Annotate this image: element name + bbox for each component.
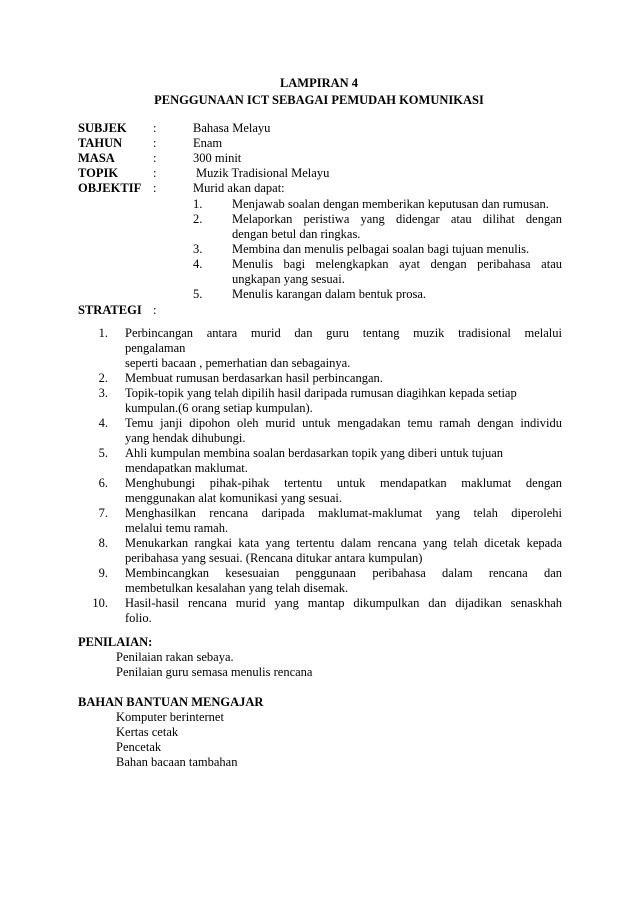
strategi-number: 4. (98, 416, 108, 430)
bahan-item: Bahan bacaan tambahan (116, 755, 238, 769)
strategi-number: 1. (98, 326, 108, 340)
strategi-number: 9. (98, 566, 108, 580)
strategi-text: Menghubungi pihak-pihak tertentu untuk mendapatkan maklumat dengan (125, 476, 562, 490)
strategi-number: 2. (98, 371, 108, 385)
strategi-text-cont: membetulkan kesalahan yang telah disemak. (125, 581, 349, 595)
strategi-text-cont: peribahasa yang sesuai. (Rencana ditukar antara kumpulan) (125, 551, 423, 565)
strategi-text-cont: kumpulan.(6 orang setiap kumpulan). (125, 401, 313, 415)
meta-value-subjek: Bahasa Melayu (193, 121, 271, 135)
meta-label-subjek: SUBJEK (78, 121, 127, 135)
strategi-text: Membuat rumusan berdasarkan hasil perbincangan. (125, 371, 383, 385)
bahan-item: Kertas cetak (116, 725, 179, 739)
objective-text: Menulis bagi melengkapkan ayat dengan peribahasa atau (232, 257, 562, 271)
penilaian-item: Penilaian guru semasa menulis rencana (116, 665, 313, 679)
strategi-text: Membincangkan kesesuaian penggunaan peribahasa dalam rencana dan (125, 566, 562, 580)
objective-text-cont: ungkapan yang sesuai. (232, 272, 345, 286)
meta-value-objektif: Murid akan dapat: (193, 181, 285, 195)
strategi-text-cont: pengalaman (125, 341, 186, 355)
strategi-text: Topik-topik yang telah dipilih hasil daripada rumusan diagihkan kepada setiap (125, 386, 517, 400)
meta-label-tahun: TAHUN (78, 136, 123, 150)
objective-text: Membina dan menulis pelbagai soalan bagi tujuan menulis. (232, 242, 530, 256)
strategi-text-cont: mendapatkan maklumat. (125, 461, 248, 475)
objective-number: 3. (193, 242, 203, 256)
strategi-number: 8. (98, 536, 108, 550)
objective-text: Melaporkan peristiwa yang didengar atau dilihat dengan (232, 212, 562, 226)
penilaian-item: Penilaian rakan sebaya. (116, 650, 234, 664)
strategi-label: STRATEGI (78, 303, 142, 317)
objective-number: 2. (193, 212, 203, 226)
objective-number: 4. (193, 257, 203, 271)
bahan-heading: BAHAN BANTUAN MENGAJAR (78, 695, 264, 709)
meta-label-objektif: OBJEKTIF (78, 181, 142, 195)
objective-number: 5. (193, 287, 203, 301)
strategi-text-cont: melalui temu ramah. (125, 521, 229, 535)
strategi-text-cont: seperti bacaan , pemerhatian dan sebagainya. (125, 356, 351, 370)
strategi-number: 5. (98, 446, 108, 460)
penilaian-heading: PENILAIAN: (78, 635, 153, 649)
strategi-text-cont: yang hendak dihubungi. (125, 431, 246, 445)
bahan-item: Komputer berinternet (116, 710, 224, 724)
meta-colon: : (153, 121, 157, 135)
doc-heading-title: PENGGUNAAN ICT SEBAGAI PEMUDAH KOMUNIKASI (154, 93, 484, 107)
bahan-item: Pencetak (116, 740, 162, 754)
strategi-text-cont: menggunakan alat komunikasi yang sesuai. (125, 491, 342, 505)
meta-label-topik: TOPIK (78, 166, 119, 180)
objective-number: 1. (193, 197, 203, 211)
strategi-text: Perbincangan antara murid dan guru tentang muzik tradisional melalui (125, 326, 562, 340)
meta-value-masa: 300 minit (193, 151, 242, 165)
strategi-text: Menukarkan rangkai kata yang tertentu dalam rencana yang telah dicetak kepada (125, 536, 562, 550)
meta-colon: : (153, 136, 157, 150)
meta-colon: : (153, 151, 157, 165)
meta-label-masa: MASA (78, 151, 115, 165)
strategi-text-cont: folio. (125, 611, 152, 625)
meta-colon: : (153, 181, 157, 195)
meta-value-topik: Muzik Tradisional Melayu (196, 166, 330, 180)
strategi-text: Menghasilkan rencana daripada maklumat-maklumat yang telah diperolehi (125, 506, 562, 520)
strategi-number: 6. (98, 476, 108, 490)
meta-value-tahun: Enam (193, 136, 223, 150)
strategi-number: 10. (92, 596, 108, 610)
doc-heading-lampiran: LAMPIRAN 4 (279, 76, 359, 90)
strategi-text: Ahli kumpulan membina soalan berdasarkan topik yang diberi untuk tujuan (125, 446, 504, 460)
objective-text: Menjawab soalan dengan memberikan keputusan dan rumusan. (232, 197, 549, 211)
objective-text-cont: dengan betul dan ringkas. (232, 227, 361, 241)
strategi-text: Hasil-hasil rencana murid yang mantap dikumpulkan dan dijadikan senaskhah (125, 596, 562, 610)
objective-text: Menulis karangan dalam bentuk prosa. (232, 287, 427, 301)
strategi-number: 7. (98, 506, 108, 520)
strategi-colon: : (153, 303, 157, 317)
meta-colon: : (153, 166, 157, 180)
strategi-text: Temu janji dipohon oleh murid untuk mengadakan temu ramah dengan individu (125, 416, 562, 430)
strategi-number: 3. (98, 386, 108, 400)
